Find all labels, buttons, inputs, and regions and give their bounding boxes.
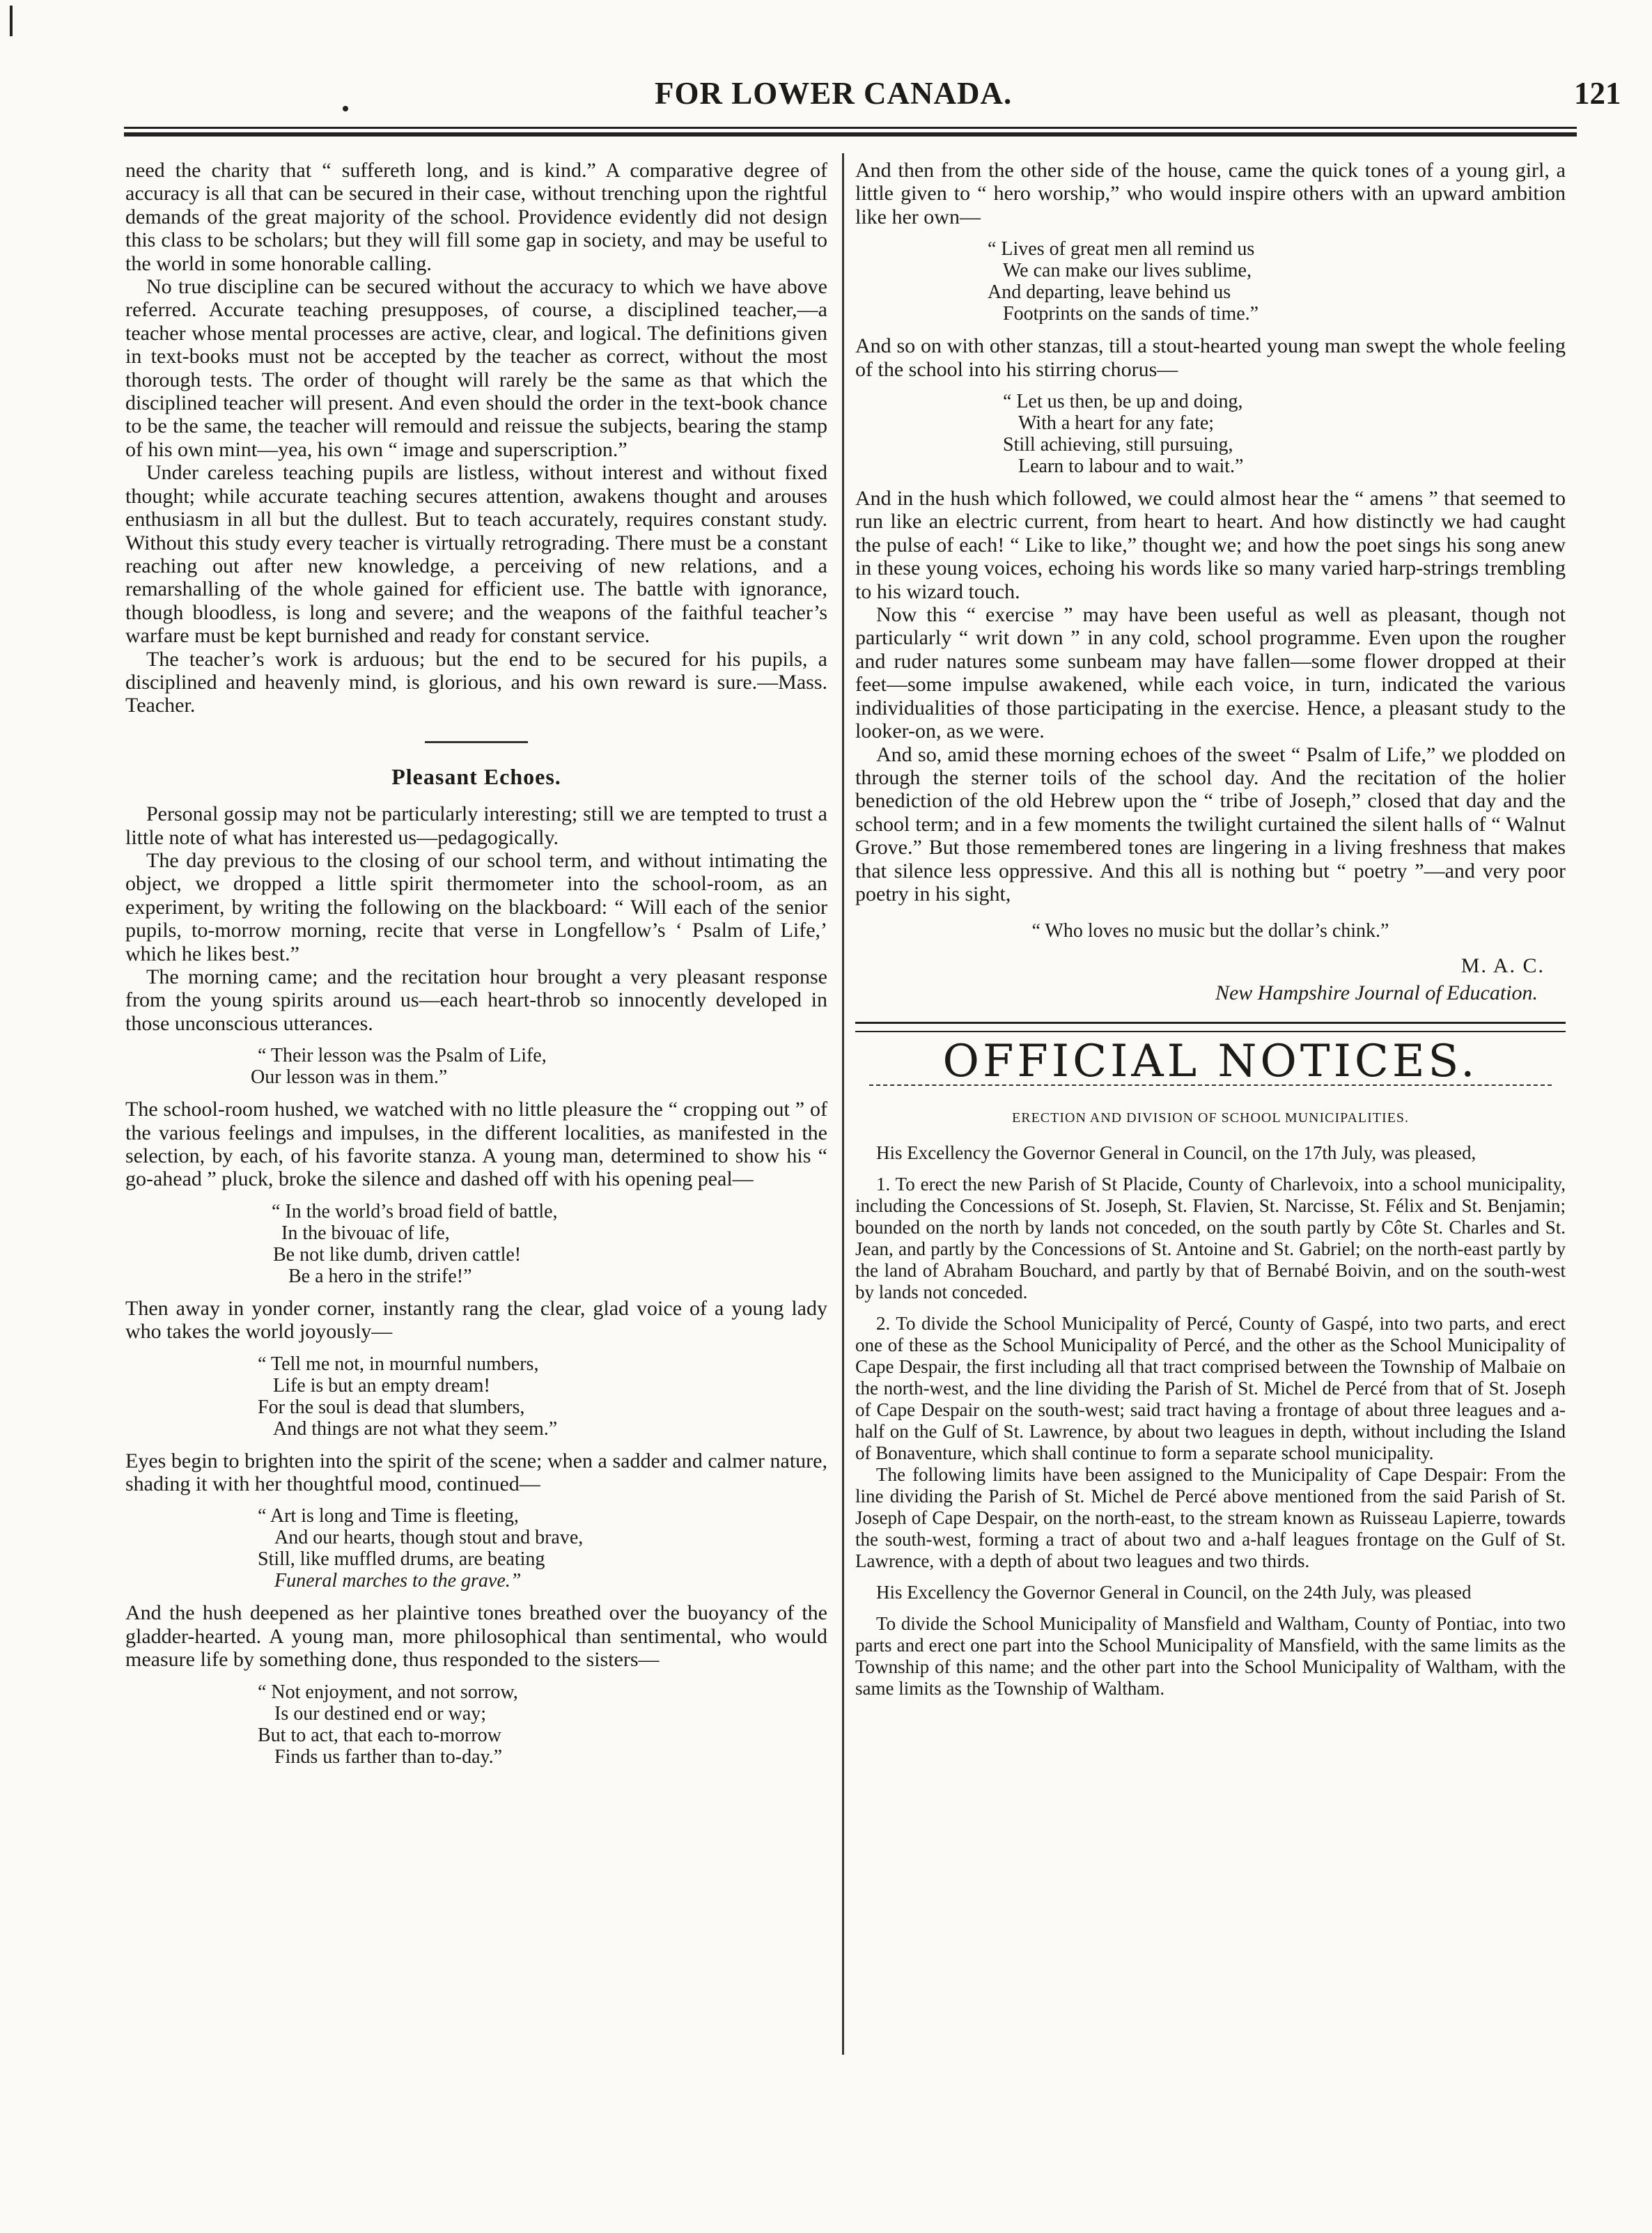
paragraph: Then away in yonder corner, instantly rang the clear, glad voice of a young lady who takes the world joyously— [125,1296,827,1344]
verse-line: Funeral marches to the grave.” [274,1570,522,1592]
right-column [855,159,1566,1699]
verse-line: Life is but an empty dream! [273,1374,490,1396]
verse-line: Our lesson was in them.” [251,1066,448,1089]
official-notices-title: OFFICIAL NOTICES. [942,1035,1479,1087]
notices-subheading: ERECTION AND DIVISION OF SCHOOL MUNICIPALITIES. [1012,1110,1409,1126]
verse-line: Learn to labour and to wait.” [1018,456,1244,478]
paragraph: Now this “ exercise ” may have been useful as well as pleasant, though not particularly “ writ down ” in any cold, school programme. Even upon the rougher and ruder natures some sunbeam may have fallen—some flower dropped at their feet—some impulse awakened, while each voice, in turn, indicated the various individualities of those participating in the exercise. Hence, a pleasant study to the looker-on, as we were. [855,603,1566,743]
verse-line: And departing, leave behind us [988,281,1231,304]
margin-mark [10,6,13,36]
paragraph: And so on with other stanzas, till a stout-hearted young man swept the whole feeling of the school into his stirring chorus— [855,334,1566,381]
paragraph: The teacher’s work is arduous; but the end to be secured for his pupils, a disciplined and heavenly mind, is glorious, and his own reward is sure.—Mass. Teacher. [125,647,827,717]
paragraph: The morning came; and the recitation hour brought a very pleasant response from the young spirits around us—each heart-throb so innocently developed in those unconscious utterances. [125,965,827,1035]
notice-paragraph: His Excellency the Governor General in Council, on the 24th July, was pleased [876,1582,1472,1603]
header-rule [124,127,1577,129]
notice-paragraph: To divide the School Municipality of Mansfield and Waltham, County of Pontiac, into two parts and erect one part into the School Municipality of Mansfield, with the same limits as the Township of this name; and the other part into the School Municipality of Waltham, with the same limits as the Township of Waltham. [855,1613,1566,1699]
spacer [855,1572,1566,1582]
verse-line: And our hearts, though stout and brave, [274,1527,584,1549]
paragraph: And the hush deepened as her plaintive tones breathed over the buoyancy of the gladder-hearted. A young man, more philosophical than sentimental, who would measure life by something done, thus responded to the sisters— [125,1601,827,1672]
verse-line: Finds us farther than to-day.” [274,1745,503,1768]
verse-line: “ Not enjoyment, and not sorrow, [258,1681,518,1703]
verse [125,1353,827,1440]
verse-line: Is our destined end or way; [274,1702,487,1725]
paragraph: Under careless teaching pupils are listless, without interest and without fixed thought; while accurate teaching secures attention, awakens thought and arouses enthusiasm in all but the dullest. But to teach accurately, requires constant study. Without this study every teacher is virtually retrograding. There must be a constant reaching out after new knowledge, a perceiving of new relations, and a remarshalling of the whole gained for efficient use. The battle with ignorance, though bloodless, is long and severe; and the weapons of the faithful teacher’s warfare must be kept burnished and ready for constant service. [125,461,827,648]
verse [125,1201,827,1287]
verse-line: We can make our lives sublime, [1003,260,1252,282]
verse [855,391,1566,477]
verse [855,238,1566,325]
section-double-rule [855,1022,1566,1032]
notice-paragraph: 1. To erect the new Parish of St Placide, County of Charlevoix, into a school municipality, including the Concessions of St. Joseph, St. Flavien, St. Narcisse, St. Félix and St. Benjamin; bounded on the north by lands not conceded, on the south partly by Côte St. Charles and St. Jean, and partly by the Concessions of St. Antoine and St. Gabriel; on the north-east partly by the land of Abraham Bouchard, and partly by that of Bernabé Boivin, and on the south-west by lands not conceded. [855,1174,1566,1303]
paragraph: And then from the other side of the house, came the quick tones of a young girl, a little given to “ hero worship,” who would inspire others with an upward ambition like her own— [855,159,1566,228]
header-rule-thick [124,132,1577,137]
page-number: 121 [1574,76,1621,111]
spacer [855,1164,1566,1174]
verse-line: With a heart for any fate; [1018,412,1215,435]
paragraph: Personal gossip may not be particularly interesting; still we are tempted to trust a little note of what has interested us—pedagogically. [125,802,827,849]
verse [125,1505,827,1592]
section-title: Pleasant Echoes. [391,763,561,789]
verse-line: “ Their lesson was the Psalm of Life, [258,1045,547,1067]
verse-line: Still, like muffled drums, are beating [258,1548,545,1571]
verse-line: For the soul is dead that slumbers, [258,1396,525,1418]
signature: M. A. C. [1460,954,1545,977]
verse-line: But to act, that each to-morrow [258,1724,501,1746]
paragraph: The day previous to the closing of our school term, and without intimating the object, we dropped a little spirit thermometer into the school-room, as an experiment, by writing the following on the blackboard: “ Will each of the senior pupils, to-morrow morning, recite that verse in Longfellow’s ‘ Psalm of Life,’ which he likes best.” [125,848,827,965]
verse-line: “ Tell me not, in mournful numbers, [258,1353,539,1375]
verse-line: Be a hero in the strife!” [288,1265,472,1287]
notice-paragraph: The following limits have been assigned to the Municipality of Cape Despair: From the line dividing the Parish of St. Michel de Percé above mentioned from the said Parish of St. Joseph of Cape Despair, on the north-east, to the stream known as Ruisseau Lapierre, towards the south-west, forming a tract of about two and a-half leagues frontage on the Gulf of St. Lawrence, with a depth of about two leagues and two thirds. [855,1464,1566,1572]
paragraph: And so, amid these morning echoes of the sweet “ Psalm of Life,” we plodded on through the sterner toils of the school day. And the recitation of the holier benediction of the old Hebrew upon the “ tribe of Joseph,” closed that day and the school term; and in a few moments the twilight curtained the silent halls of “ Walnut Grove.” But those remembered tones are lingering in a living freshness that makes that silence less oppressive. And this all is nothing but “ poetry ”—and very poor poetry in his sight, [855,742,1566,905]
left-column [125,159,827,1777]
verse-line: “ Art is long and Time is fleeting, [258,1505,519,1527]
verse-line: “ Lives of great men all remind us [988,238,1255,260]
verse-line: And things are not what they seem.” [273,1417,558,1440]
notice-paragraph: His Excellency the Governor General in Council, on the 17th July, was pleased, [876,1142,1476,1164]
section-rule [425,741,528,743]
verse [125,1681,827,1768]
verse-line: Still achieving, still pursuing, [1003,434,1233,456]
column-divider [842,153,844,2055]
paragraph: need the charity that “ suffereth long, and is kind.” A comparative degree of accuracy is all that can be secured in their case, without trenching upon the rightful demands of the great majority of the school. Providence evidently did not design this class to be scholars; but they will fill some gap in society, and may be useful to the world in some honorable calling. [125,159,827,275]
verse-line: “ In the world’s broad field of battle, [272,1200,558,1222]
header-dot [343,106,348,111]
verse-line: Footprints on the sands of time.” [1003,303,1259,325]
spacer [855,1603,1566,1613]
paragraph: Eyes begin to brighten into the spirit of the scene; when a sadder and calmer nature, shading it with her thoughtful mood, continued— [125,1449,827,1496]
source-attribution: New Hampshire Journal of Education. [1215,981,1538,1005]
running-head: FOR LOWER CANADA. [655,76,1013,111]
verse-line: “ Let us then, be up and doing, [1003,391,1243,413]
notice-paragraph: 2. To divide the School Municipality of Percé, County of Gaspé, into two parts, and erect one of these as the School Municipality of Percé, and the other as the School Municipality of Cape Despair, the first including all that tract comprised between the Township of Malbaie on the north-west, and the line dividing the Parish of St. Michel de Percé from that of St. Joseph of Cape Despair on the south-west; said tract having a frontage of about three leagues and a-half on the Gulf of St. Lawrence, by about two leagues in depth, without including the Island of Bonaventure, which shall continue to form a separate school municipality. [855,1313,1566,1464]
verse-line: In the bivouac of life, [281,1222,450,1244]
paragraph: No true discipline can be secured without the accuracy to which we have above referred. Accurate teaching presupposes, of course, a disciplined teacher,—a teacher whose mental processes are active, clear, and logical. The definitions given in text-books must not be accepted by the teacher as correct, without the most thorough tests. The order of thought will rarely be the same as that which the disciplined teacher will present. And even should the order in the text-book chance to be the same, the teacher will remould and reissue the subjects, bearing the stamp of his own mint—yea, his own “ image and superscription.” [125,275,827,461]
closing-quote: “ Who loves no music but the dollar’s chink.” [1031,920,1389,942]
paragraph: The school-room hushed, we watched with no little pleasure the “ cropping out ” of the various feelings and impulses, in the different localities, as manifested in the selection, by each, of his favorite stanza. A young man, determined to show his “ go-ahead ” pluck, broke the silence and dashed off with his opening peal— [125,1098,827,1191]
spacer [855,1303,1566,1313]
paragraph: And in the hush which followed, we could almost hear the “ amens ” that seemed to run like an electric current, from heart to heart. And how distinctly we had caught the pulse of each! “ Like to like,” thought we; and how the poet sings his song anew in these young voices, echoing his words like so many varied harp-strings trembling to his wizard touch. [855,487,1566,603]
verse [125,1045,827,1088]
verse-line: Be not like dumb, driven cattle! [273,1243,522,1266]
